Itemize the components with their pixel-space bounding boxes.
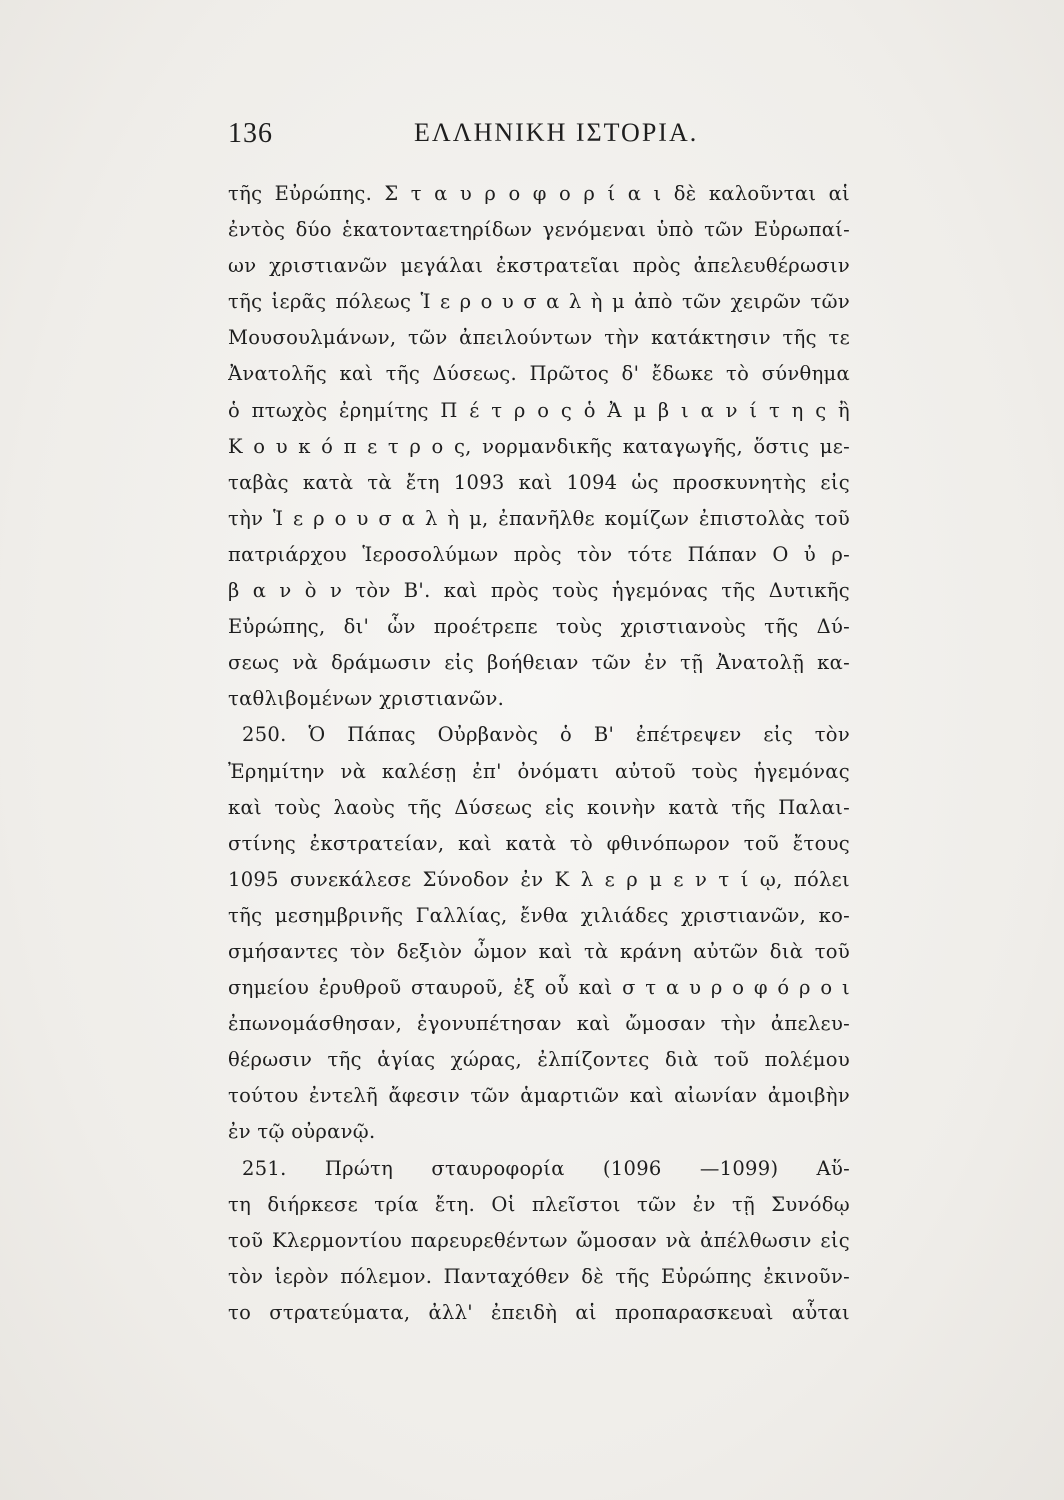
text-line: σημείου ἐρυθροῦ σταυροῦ, ἐξ οὗ καὶ σ τ α υ ρ ο φ ό ρ ο ι: [228, 976, 850, 1000]
text-line: ἐντὸς δύο ἑκατονταετηρίδων γενόμεναι ὑπὸ τῶν Εὐρωπαί-: [228, 218, 850, 242]
text-line: τῆς Εὐρώπης. Σ τ α υ ρ ο φ ο ρ ί α ι δὲ καλοῦνται αἱ: [228, 182, 850, 205]
running-title: ΕΛΛΗΝΙΚΗ ΙΣΤΟΡΙΑ.: [414, 118, 699, 147]
body-text: [228, 176, 850, 1331]
text-line: τη διήρκεσε τρία ἔτη. Οἱ πλεῖστοι τῶν ἐν τῇ Συνόδῳ: [228, 1192, 850, 1216]
text-line: 1095 συνεκάλεσε Σύνοδον ἐν Κ λ ε ρ μ ε ν τ ί ῳ, πόλει: [228, 867, 850, 891]
text-line: τῆς ἱερᾶς πόλεως Ἱ ε ρ ο υ σ α λ ὴ μ ἀπὸ τῶν χειρῶν τῶν: [228, 290, 850, 314]
text-line: Κ ο υ κ ό π ε τ ρ ο ς, νορμανδικῆς καταγωγῆς, ὅστις με-: [228, 434, 850, 458]
text-line: τὸν ἱερὸν πόλεμον. Πανταχόθεν δὲ τῆς Εὐρώπης ἐκινοῦν-: [228, 1264, 850, 1288]
text-line: ταβὰς κατὰ τὰ ἔτη 1093 καὶ 1094 ὡς προσκυνητὴς εἰς: [228, 470, 850, 494]
text-line: τὴν Ἱ ε ρ ο υ σ α λ ὴ μ, ἐπανῆλθε κομίζων ἐπιστολὰς τοῦ: [228, 506, 850, 530]
text-line: Ἐρημίτην νὰ καλέσῃ ἐπ' ὀνόματι αὐτοῦ τοὺς ἡγεμόνας: [228, 759, 850, 783]
text-line: τῆς μεσημβρινῆς Γαλλίας, ἔνθα χιλιάδες χριστιανῶν, κο-: [228, 903, 850, 927]
text-line: ἐπωνομάσθησαν, ἐγονυπέτησαν καὶ ὤμοσαν τὴν ἀπελευ-: [228, 1012, 850, 1036]
text-line: ταθλιβομένων χριστιανῶν.: [228, 687, 505, 711]
text-line: καὶ τοὺς λαοὺς τῆς Δύσεως εἰς κοινὴν κατὰ τῆς Παλαι-: [228, 795, 850, 819]
text-line: θέρωσιν τῆς ἁγίας χώρας, ἐλπίζοντες διὰ τοῦ πολέμου: [228, 1048, 850, 1072]
text-line: σεως νὰ δράμωσιν εἰς βοήθειαν τῶν ἐν τῇ Ἀνατολῇ κα-: [228, 651, 850, 675]
text-line: Μουσουλμάνων, τῶν ἀπειλούντων τὴν κατάκτησιν τῆς τε: [228, 326, 850, 350]
paragraph-251-start: 251. Πρώτη σταυροφορία (1096 —1099) Αὕ-: [242, 1156, 850, 1180]
text-line: Εὐρώπης, δι' ὧν προέτρεπε τοὺς χριστιανοὺς τῆς Δύ-: [228, 615, 850, 639]
text-line: τοῦ Κλερμοντίου παρευρεθέντων ὤμοσαν νὰ ἀπέλθωσιν εἰς: [228, 1228, 850, 1252]
text-line: ων χριστιανῶν μεγάλαι ἐκστρατεῖαι πρὸς ἀπελευθέρωσιν: [228, 254, 850, 278]
paragraph-250-start: 250. Ὁ Πάπας Οὐρβανὸς ὁ Β' ἐπέτρεψεν εἰς τὸν: [242, 723, 850, 747]
text-line: ἐν τῷ οὐρανῷ.: [228, 1120, 376, 1144]
text-line: Ἀνατολῆς καὶ τῆς Δύσεως. Πρῶτος δ' ἔδωκε τὸ σύνθημα: [228, 362, 850, 386]
text-line: στίνης ἐκστρατείαν, καὶ κατὰ τὸ φθινόπωρον τοῦ ἔτους: [228, 831, 850, 855]
text-line: τούτου ἐντελῆ ἄφεσιν τῶν ἁμαρτιῶν καὶ αἰωνίαν ἀμοιβὴν: [228, 1084, 850, 1108]
text-line: το στρατεύματα, ἀλλ' ἐπειδὴ αἱ προπαρασκευαὶ αὗται: [228, 1300, 850, 1324]
text-line: ὁ πτωχὸς ἐρημίτης Π έ τ ρ ο ς ὁ Ἀ μ β ι α ν ί τ η ς ἢ: [228, 398, 850, 422]
page-header: [228, 118, 852, 158]
page-number: 136: [228, 118, 273, 149]
text-line: πατριάρχου Ἱεροσολύμων πρὸς τὸν τότε Πάπαν Ο ὐ ρ-: [228, 542, 850, 566]
text-line: σμήσαντες τὸν δεξιὸν ὦμον καὶ τὰ κράνη αὐτῶν διὰ τοῦ: [228, 939, 850, 963]
text-line: β α ν ὸ ν τὸν Β'. καὶ πρὸς τοὺς ἡγεμόνας τῆς Δυτικῆς: [228, 579, 850, 603]
